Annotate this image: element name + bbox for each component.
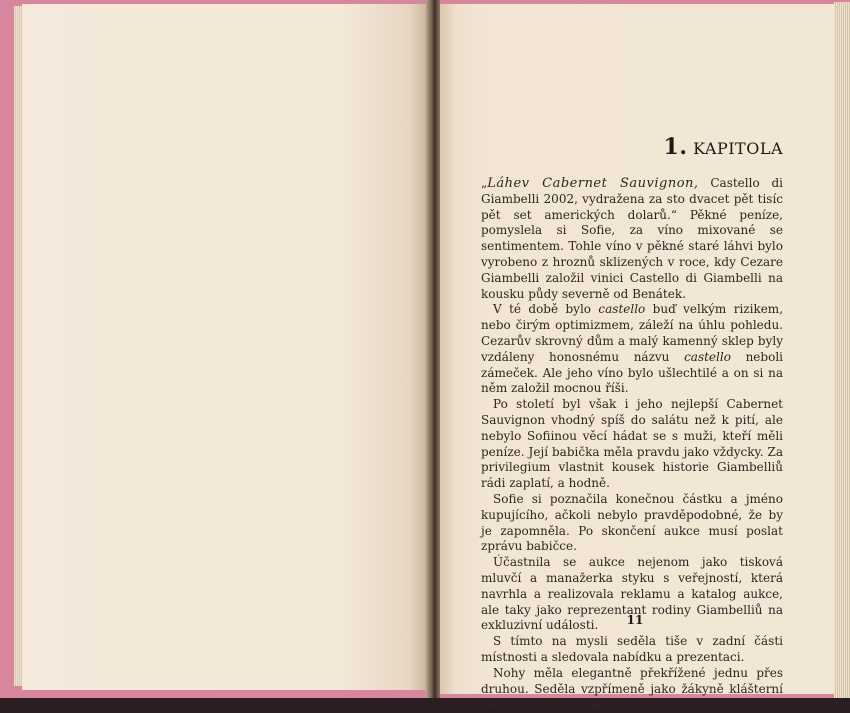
paragraph-6: S tímto na mysli seděla tiše v zadní části místnosti a sledovala nabídku a prezentaci. <box>481 634 783 664</box>
right-page-edges <box>834 2 850 698</box>
left-page-edges <box>14 6 22 686</box>
paragraph-4: Sofie si poznačila konečnou částku a jméno kupujícího, ačkoli nebylo pravděpodobné, že by je zapomněla. Po skončení aukce musí poslat zprávu babičce. <box>481 491 783 554</box>
paragraph-1 <box>481 176 783 302</box>
paragraph-7: Nohy měla elegantně překřížené jednu přes druhou. Seděla vzpřímeně jako žákyně klášterní školy. Na sobě měla <box>481 665 783 712</box>
paragraph-2-text-b: buď velkým rizikem, nebo čirým optimizmem, záleží na úhlu pohledu. Cezarův skrovný dům a malý kamenný sklep byly vzdáleny honosnému názvu <box>481 302 784 364</box>
paragraph-2-text-c: neboli zámeček. Ale jeho víno bylo ušlechtilé a on si na něm založil mocnou říši. <box>481 349 783 396</box>
paragraph-2-text-a: V té době bylo <box>493 302 599 317</box>
paragraph-3: Po století byl však i jeho nejlepší Cabernet Sauvignon vhodný spíš do salátu než k pití, ale nebylo Sofiinou věcí hádat se s muži, kteří měli peníze. Její babička měla pravdu jako vždycky. Za privilegium vlastnit kousek historie Giambelliů rádi zaplatí, a hodně. <box>481 397 783 491</box>
paragraph-5: Účastnila se aukce nejenom jako tisková mluvčí a manažerka styku s veřejností, která navrhla a realizovala reklamu a katalog aukce, ale taky jako reprezentant rodiny Giambelliů na exkluzivní události. <box>481 555 783 633</box>
script-wine-title: Láhev Cabernet Sauvignon, <box>487 176 699 191</box>
left-page-blank <box>22 4 426 690</box>
chapter-number: 1. <box>663 134 688 160</box>
chapter-heading <box>460 134 783 160</box>
paragraph-2 <box>481 302 783 397</box>
italic-castello-2: castello <box>684 349 731 364</box>
book-spine-gutter <box>426 0 440 698</box>
body-text <box>481 176 783 713</box>
paragraph-1-text: Castello di Giambelli 2002, vydražena za sto dvacet pět tisíc pět set amerických dolarů.“ Pěkné peníze, pomyslela si Sofie, za víno mixované se sentimentem. Tohle víno v pěkné staré láhvi bylo vyrobeno z hroznů sklizených v roce, kdy Cezare Giambelli založil vinici Castello di Giambelli na kousku půdy severně od Benátek. <box>481 176 783 301</box>
chapter-title: KAPITOLA <box>693 139 783 158</box>
open-quote: „ <box>481 176 488 190</box>
italic-castello-1: castello <box>598 302 646 317</box>
page-number: 11 <box>626 613 644 627</box>
